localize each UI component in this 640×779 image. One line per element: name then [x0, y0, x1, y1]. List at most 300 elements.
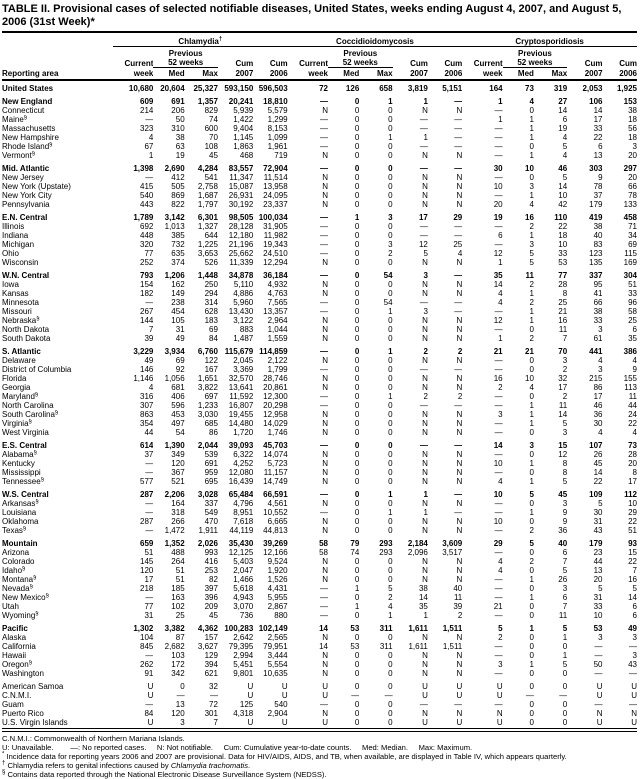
- value-cell: 1: [529, 477, 534, 486]
- value-cell: —: [320, 347, 328, 356]
- value-cell: 3,070: [233, 602, 254, 611]
- value-cell: 0: [529, 566, 534, 575]
- value-cell: —: [494, 191, 503, 200]
- value-cell: 0: [529, 709, 534, 718]
- value-cell: 21,196: [228, 240, 254, 249]
- value-cell: 155: [623, 374, 637, 383]
- value-cell: 1,611: [408, 624, 428, 633]
- value-cell: 0: [388, 325, 393, 334]
- value-cell: 337: [204, 499, 218, 508]
- value-cell: 123: [589, 249, 603, 258]
- value-cell: —: [419, 298, 428, 307]
- cum-label: Cum: [444, 58, 463, 68]
- value-cell: —: [419, 142, 428, 151]
- value-cell: 58: [319, 548, 328, 557]
- value-cell: N: [456, 191, 463, 200]
- value-cell: 2: [388, 593, 393, 602]
- value-cell: 1: [388, 347, 393, 356]
- value-cell: 0: [354, 593, 360, 602]
- value-cell: 396: [204, 593, 218, 602]
- value-cell: —: [454, 441, 463, 450]
- value-cell: N: [322, 499, 328, 508]
- value-cell: 33: [628, 289, 637, 298]
- value-cell: 53: [558, 258, 568, 267]
- value-cell: 4: [148, 133, 154, 142]
- year-2007-label: 2007: [393, 68, 428, 81]
- value-cell: 4: [529, 97, 534, 106]
- value-cell: 658: [379, 84, 393, 93]
- value-cell: 69: [628, 240, 637, 249]
- value-cell: 0: [354, 271, 360, 280]
- value-cell: 31: [593, 517, 603, 526]
- value-cell: 0: [354, 316, 360, 325]
- value-cell: 169: [623, 258, 637, 267]
- value-cell: 2,053: [582, 84, 603, 93]
- value-cell: 829: [204, 106, 218, 115]
- value-cell: 793: [140, 271, 154, 280]
- table-row: [2, 419, 637, 428]
- value-cell: —: [454, 365, 463, 374]
- value-cell: 0: [354, 106, 360, 115]
- value-cell: U: [281, 718, 288, 727]
- value-cell: 12,080: [228, 468, 254, 477]
- value-cell: —: [454, 164, 463, 173]
- value-cell: 20,861: [263, 383, 288, 392]
- value-cell: 3: [498, 410, 503, 419]
- value-cell: —: [320, 231, 328, 240]
- value-cell: 86: [209, 428, 218, 437]
- value-cell: —: [494, 526, 503, 535]
- value-cell: 19: [558, 124, 568, 133]
- value-cell: U: [322, 682, 328, 691]
- value-cell: 72,904: [263, 164, 288, 173]
- value-cell: 307: [140, 401, 154, 410]
- value-cell: 2: [498, 383, 503, 392]
- value-cell: 541: [204, 173, 218, 182]
- value-cell: 24,510: [263, 249, 288, 258]
- reporting-area-cell: Arizona: [2, 548, 30, 557]
- value-cell: 44,813: [263, 526, 288, 535]
- value-cell: N: [456, 258, 463, 267]
- value-cell: 21: [493, 602, 503, 611]
- value-cell: 14: [558, 106, 568, 115]
- value-cell: 0: [529, 642, 534, 651]
- value-cell: 12,294: [263, 258, 288, 267]
- value-cell: 0: [180, 682, 185, 691]
- value-cell: —: [494, 356, 503, 365]
- value-cell: 1,352: [164, 539, 185, 548]
- value-cell: 4: [529, 383, 534, 392]
- value-cell: 732: [171, 240, 185, 249]
- previous-label: Previous: [343, 49, 378, 58]
- table-row: [2, 468, 637, 477]
- value-cell: 0: [388, 401, 393, 410]
- value-cell: 10,552: [263, 508, 288, 517]
- value-cell: 78: [628, 191, 637, 200]
- value-cell: 2: [529, 298, 534, 307]
- footnote-line: U: Unavailable. —: No reported cases. N: Not notifiable. Cum: Cumulative year-to-date counts. Med: Median. Max: Maximum.: [2, 743, 473, 752]
- value-cell: 19,343: [263, 240, 288, 249]
- value-cell: 0: [354, 200, 360, 209]
- value-cell: 58: [319, 539, 328, 548]
- value-cell: 0: [388, 124, 393, 133]
- value-cell: 252: [140, 258, 154, 267]
- value-cell: 287: [140, 490, 154, 499]
- value-cell: 179: [589, 539, 603, 548]
- table-row: [2, 499, 637, 508]
- value-cell: 167: [204, 365, 218, 374]
- value-cell: 1,302: [133, 624, 154, 633]
- value-cell: 14: [593, 468, 603, 477]
- value-cell: 10: [558, 240, 568, 249]
- value-cell: 0: [354, 660, 360, 669]
- value-cell: N: [456, 557, 463, 566]
- reporting-area-cell: Delaware: [2, 356, 36, 365]
- value-cell: 19: [493, 213, 503, 222]
- med-label: Med: [153, 68, 184, 81]
- value-cell: 1,720: [233, 428, 254, 437]
- value-cell: 412: [171, 173, 185, 182]
- value-cell: 11,982: [263, 231, 288, 240]
- value-cell: 869: [171, 191, 185, 200]
- reporting-area-cell: U.S. Virgin Islands: [2, 718, 68, 727]
- value-cell: 31: [175, 325, 185, 334]
- value-cell: 4: [498, 289, 503, 298]
- value-cell: 238: [171, 298, 185, 307]
- value-cell: N: [422, 173, 428, 182]
- value-cell: 0: [388, 419, 393, 428]
- value-cell: N: [322, 419, 328, 428]
- value-cell: 0: [354, 191, 360, 200]
- value-cell: N: [456, 468, 463, 477]
- value-cell: 145: [140, 557, 154, 566]
- value-cell: N: [322, 660, 328, 669]
- value-cell: 2,184: [407, 539, 428, 548]
- value-cell: N: [322, 468, 328, 477]
- value-cell: —: [594, 642, 603, 651]
- value-cell: 12,958: [263, 410, 288, 419]
- value-cell: 45: [593, 459, 603, 468]
- value-cell: —: [351, 691, 360, 700]
- value-cell: 71: [628, 222, 637, 231]
- reporting-area-cell: Washington: [2, 669, 44, 678]
- value-cell: 26: [593, 450, 603, 459]
- value-cell: N: [456, 526, 463, 535]
- value-cell: 2,096: [407, 548, 428, 557]
- value-cell: N: [322, 191, 328, 200]
- value-cell: N: [456, 428, 463, 437]
- value-cell: 129: [204, 651, 218, 660]
- value-cell: 0: [354, 325, 360, 334]
- value-cell: 53: [593, 624, 603, 633]
- value-cell: N: [322, 557, 328, 566]
- table-row: [2, 450, 637, 459]
- value-cell: U: [147, 718, 154, 727]
- value-cell: 1,746: [267, 428, 288, 437]
- value-cell: 20,604: [160, 84, 185, 93]
- value-cell: —: [145, 459, 154, 468]
- value-cell: —: [494, 651, 503, 660]
- value-cell: 15: [558, 441, 568, 450]
- value-cell: —: [494, 499, 503, 508]
- value-cell: 6,301: [197, 213, 218, 222]
- value-cell: N: [596, 709, 603, 718]
- value-cell: 35,430: [228, 539, 254, 548]
- value-cell: N: [456, 200, 463, 209]
- value-cell: 1: [388, 97, 393, 106]
- value-cell: 16: [525, 213, 534, 222]
- value-cell: 4: [498, 566, 503, 575]
- value-cell: U: [281, 691, 288, 700]
- group-footnote-marker: †: [218, 36, 223, 43]
- value-cell: 44: [593, 557, 603, 566]
- value-cell: 24,095: [263, 191, 288, 200]
- value-cell: 0: [529, 682, 534, 691]
- value-cell: 0: [388, 526, 393, 535]
- value-cell: U: [496, 682, 503, 691]
- value-cell: 5,403: [233, 557, 254, 566]
- header-spacer: [2, 33, 113, 47]
- value-cell: 0: [354, 428, 360, 437]
- value-cell: 596,503: [258, 84, 288, 93]
- value-cell: 51: [628, 526, 637, 535]
- value-cell: 2,047: [233, 566, 254, 575]
- value-cell: 34,878: [228, 271, 254, 280]
- reporting-area-cell: West Virginia: [2, 428, 49, 437]
- value-cell: 25: [453, 240, 463, 249]
- value-cell: 4: [598, 428, 603, 437]
- value-cell: 0: [388, 258, 393, 267]
- value-cell: 5: [632, 584, 637, 593]
- table-row: [2, 80, 637, 93]
- table-row: [2, 374, 637, 383]
- value-cell: 78: [593, 182, 603, 191]
- value-cell: 0: [529, 517, 534, 526]
- value-cell: 7: [562, 334, 568, 343]
- value-cell: 0: [562, 718, 568, 727]
- value-cell: 33: [593, 602, 603, 611]
- reporting-area-cell: S. Atlantic: [2, 347, 41, 356]
- value-cell: 6: [632, 602, 637, 611]
- value-cell: U: [496, 691, 503, 700]
- value-cell: 1: [388, 508, 393, 517]
- value-cell: 0: [354, 468, 360, 477]
- value-cell: 264: [171, 557, 185, 566]
- value-cell: 297: [623, 164, 637, 173]
- value-cell: 468: [239, 151, 254, 160]
- value-cell: 35: [493, 271, 503, 280]
- value-cell: 34: [628, 231, 637, 240]
- table-row: [2, 151, 637, 160]
- value-cell: 30,192: [228, 200, 254, 209]
- value-cell: 301: [204, 709, 218, 718]
- value-cell: 2: [457, 392, 463, 401]
- reporting-area-cell: District of Columbia: [2, 365, 72, 374]
- value-cell: 49: [628, 624, 637, 633]
- value-cell: N: [422, 651, 428, 660]
- value-cell: 11,592: [229, 392, 254, 401]
- value-cell: 316: [140, 392, 154, 401]
- value-cell: 0: [388, 356, 393, 365]
- value-cell: 33: [593, 316, 603, 325]
- value-cell: 304: [623, 271, 637, 280]
- value-cell: 314: [204, 298, 218, 307]
- value-cell: 1: [529, 289, 534, 298]
- value-cell: 0: [354, 124, 360, 133]
- value-cell: 0: [354, 231, 360, 240]
- table-row: [2, 651, 637, 660]
- value-cell: 1,651: [197, 374, 218, 383]
- value-cell: 2,642: [233, 633, 254, 642]
- header-spacer: [2, 58, 113, 68]
- value-cell: 14: [558, 182, 568, 191]
- value-cell: 20,298: [263, 401, 288, 410]
- value-cell: 9: [562, 517, 568, 526]
- value-cell: 2: [423, 347, 428, 356]
- value-cell: N: [456, 106, 463, 115]
- value-cell: 7: [562, 602, 568, 611]
- value-cell: 214: [140, 106, 154, 115]
- value-cell: 1,487: [233, 334, 254, 343]
- value-cell: 40: [453, 584, 463, 593]
- value-cell: 107: [589, 441, 603, 450]
- value-cell: —: [320, 441, 328, 450]
- value-cell: 105: [171, 316, 185, 325]
- value-cell: N: [422, 334, 428, 343]
- value-cell: 0: [354, 718, 360, 727]
- value-cell: N: [456, 651, 463, 660]
- value-cell: 4: [529, 200, 534, 209]
- value-cell: 38: [593, 222, 603, 231]
- value-cell: —: [320, 213, 328, 222]
- value-cell: N: [322, 334, 328, 343]
- table-row: [2, 620, 637, 633]
- value-cell: 26,931: [228, 191, 254, 200]
- value-cell: 7: [632, 566, 637, 575]
- table-row: [2, 508, 637, 517]
- value-cell: —: [320, 133, 328, 142]
- value-cell: 45,703: [263, 441, 288, 450]
- reporting-area-cell: Pacific: [2, 624, 28, 633]
- value-cell: 3,609: [442, 539, 463, 548]
- value-cell: 0: [529, 718, 534, 727]
- value-cell: 609: [140, 97, 154, 106]
- value-cell: N: [422, 419, 428, 428]
- value-cell: 3,122: [233, 316, 254, 325]
- table-row: [2, 660, 637, 669]
- value-cell: 11,339: [229, 258, 254, 267]
- value-cell: 22: [628, 517, 637, 526]
- value-cell: 1: [529, 410, 534, 419]
- value-cell: 10: [493, 490, 503, 499]
- value-cell: N: [322, 280, 328, 289]
- value-cell: 6: [562, 548, 568, 557]
- value-cell: 53: [350, 642, 360, 651]
- value-cell: 0: [354, 459, 360, 468]
- value-cell: —: [494, 222, 503, 231]
- value-cell: 79: [350, 539, 360, 548]
- value-cell: 0: [388, 517, 393, 526]
- value-cell: U: [322, 718, 328, 727]
- value-cell: 0: [388, 106, 393, 115]
- value-cell: 3,822: [197, 383, 218, 392]
- group-label: Coccidioidomycosis: [336, 37, 414, 46]
- value-cell: 32,570: [228, 374, 254, 383]
- value-cell: 1,299: [267, 115, 288, 124]
- value-cell: —: [494, 468, 503, 477]
- table-row: [2, 548, 637, 557]
- reporting-area-cell: Virginia§: [2, 419, 32, 428]
- value-cell: —: [454, 115, 463, 124]
- reporting-area-cell: United States: [2, 84, 54, 93]
- value-cell: 1,925: [616, 84, 637, 93]
- value-cell: 163: [171, 593, 185, 602]
- current-label: Current: [299, 58, 328, 68]
- value-cell: U: [247, 691, 254, 700]
- table-row: [2, 124, 637, 133]
- value-cell: —: [454, 307, 463, 316]
- table-row: [2, 343, 637, 356]
- value-cell: 67: [144, 142, 154, 151]
- value-cell: 10: [493, 459, 503, 468]
- value-cell: 621: [204, 669, 218, 678]
- value-cell: 0: [354, 365, 360, 374]
- value-cell: —: [494, 593, 503, 602]
- value-cell: 4: [498, 477, 503, 486]
- value-cell: 0: [388, 651, 393, 660]
- header-spacer: [253, 47, 287, 59]
- value-cell: U: [596, 691, 603, 700]
- value-cell: 53: [350, 624, 360, 633]
- reporting-area-header: Reporting area: [2, 68, 113, 81]
- value-cell: 2,206: [164, 490, 185, 499]
- value-cell: —: [145, 298, 154, 307]
- value-cell: 0: [388, 700, 393, 709]
- value-cell: N: [422, 383, 428, 392]
- value-cell: 51: [175, 575, 185, 584]
- value-cell: 1: [388, 392, 393, 401]
- table-row: [2, 258, 637, 267]
- value-cell: 29: [493, 539, 503, 548]
- value-cell: —: [419, 115, 428, 124]
- value-cell: 0: [354, 611, 360, 620]
- value-cell: 3: [598, 365, 603, 374]
- value-cell: —: [629, 700, 637, 709]
- value-cell: N: [322, 356, 328, 365]
- value-cell: —: [320, 593, 328, 602]
- value-cell: 1,357: [197, 97, 218, 106]
- footnote-line: C.N.M.I.: Commonwealth of Northern Mariana Islands.: [2, 734, 185, 743]
- value-cell: 959: [204, 468, 218, 477]
- value-cell: 1,863: [233, 142, 254, 151]
- value-cell: 1: [529, 231, 534, 240]
- value-cell: 1,013: [164, 222, 185, 231]
- value-cell: 162: [171, 280, 185, 289]
- value-cell: 215: [589, 374, 603, 383]
- value-cell: 28,128: [228, 222, 254, 231]
- value-cell: 1: [498, 258, 503, 267]
- value-cell: —: [145, 526, 154, 535]
- value-cell: 0: [529, 428, 534, 437]
- reporting-area-cell: North Carolina: [2, 401, 54, 410]
- reporting-area-cell: Wisconsin: [2, 258, 39, 267]
- table-row: [2, 334, 637, 343]
- reporting-area-cell: Indiana: [2, 231, 29, 240]
- value-cell: 5,579: [267, 106, 288, 115]
- value-cell: 0: [388, 450, 393, 459]
- value-cell: 25: [558, 298, 568, 307]
- value-cell: 51: [144, 548, 154, 557]
